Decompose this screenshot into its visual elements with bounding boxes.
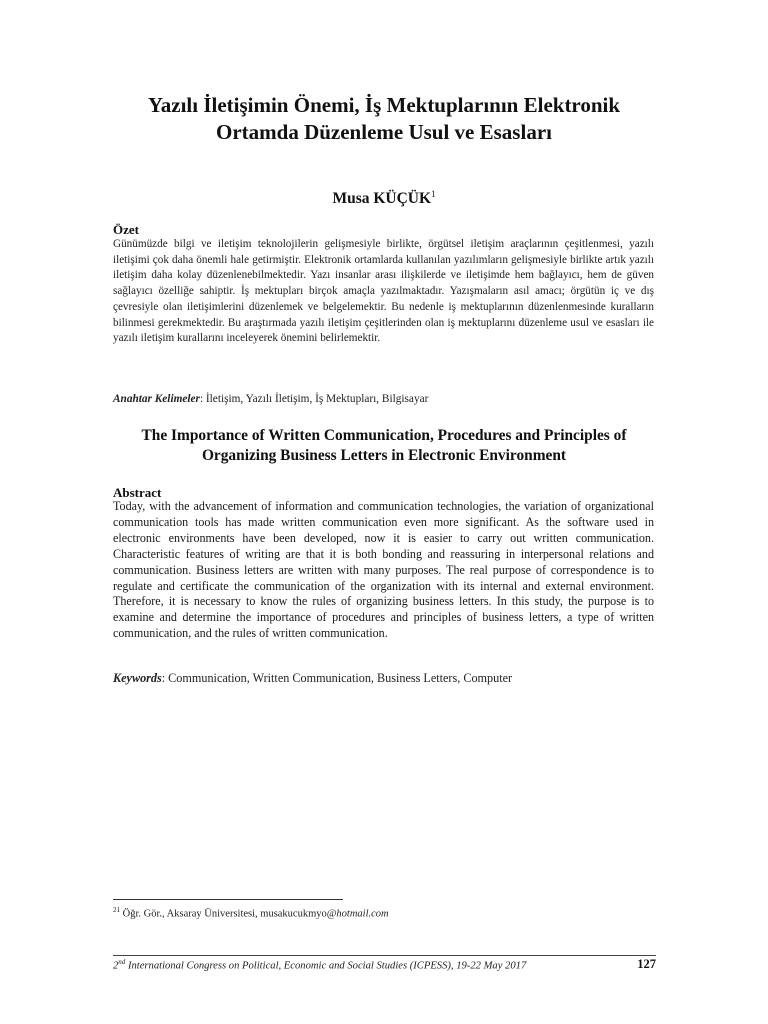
footnote [113,906,389,920]
ozet-text: Günümüzde bilgi ve iletişim teknolojilerin gelişmesiyle birlikte, örgütsel iletişim araçlarının çeşitlenmesi, yazılı iletişimi çok daha önemli hale getirmiştir. Elektronik ortamlarda kullanılan yazılımların gelişmesiyle birlikte artık yazılı iletişim daha kolay düzenlenebilmektedir. Yazı insanlar arası ilişkilerde ve iletişimde hem bağlayıcı, hem de güven sağlayıcı özelliğe sahiptir. İş mektupları birçok amaçla yazılmaktadır. Yazışmaların asıl amacı; örgütün iç ve dış çevresiyle olan iletişimlerini düzenlemek ve belgelemektir. Bu nedenle iş mektuplarının düzenlenmesinde kuralların bilinmesi gerekmektedir. Bu araştırmada yazılı iletişim çeşitlerinden olan iş mektuplarını düzenleme usul ve esasları ile yazılı iletişim kurallarını inceleyerek önemini belirlemektir. [113,238,654,345]
author-footnote-mark: 1 [431,189,436,199]
footnote-text: Öğr. Gör., Aksaray Üniversitesi, musakucukmyo [120,908,327,920]
english-keywords [113,671,673,686]
english-title [100,426,668,466]
turkish-title-line-1: Yazılı İletişimin Önemi, İş Mektuplarının Elektronik [147,93,621,117]
footer-conference-name: International Congress on Political, Economic and Social Studies (ICPESS), 19-22 May 2017 [125,960,527,972]
footnote-divider [113,899,343,900]
turkish-keywords-label: Anahtar Kelimeler [113,393,200,405]
footer-ordinal: 2 [113,960,119,972]
english-title-line-2: Organizing Business Letters in Electronic Environment [201,447,567,464]
conference-footer [113,958,526,972]
footer-divider [113,955,656,956]
turkish-keywords [113,393,673,405]
page-number: 127 [637,957,656,971]
ozet-heading: Özet [113,222,139,237]
abstract-text: Today, with the advancement of information and communication technologies, the variation of organizational communication tools has made written communication even more significant. As the software used in electronic environments have been developed, now it is easier to carry out written communication. Characteristic features of writing are that it is both bonding and reassuring in interpersonal relations and communication. Business letters are written with many purposes. The real purpose of correspondence is to regulate and certificate the communication of the organization with its internal and external environment. Therefore, it is necessary to know the rules of organizing business letters. In this study, the purpose is to examine and determine the importance of procedures and principles of business letters, a type of written communication, and the rules of written communication. [113,499,654,641]
footnote-email: @hotmail.com [326,908,389,920]
turkish-title-line-2: Ortamda Düzenleme Usul ve Esasları [216,120,552,144]
turkish-title [80,92,688,146]
english-title-line-1: The Importance of Written Communication, Procedures and Principles of [141,427,627,444]
author-name: Musa KÜÇÜK [332,190,432,208]
turkish-keywords-text: : İletişim, Yazılı İletişim, İş Mektupları, Bilgisayar [199,393,429,405]
abstract-heading: Abstract [113,485,162,500]
english-keywords-text: : Communication, Written Communication, Business Letters, Computer [161,671,513,685]
footnote-mark: 21 [113,906,120,914]
author [80,189,688,208]
footer-ordinal-suffix: nd [118,958,126,966]
english-keywords-label: Keywords [113,671,162,685]
